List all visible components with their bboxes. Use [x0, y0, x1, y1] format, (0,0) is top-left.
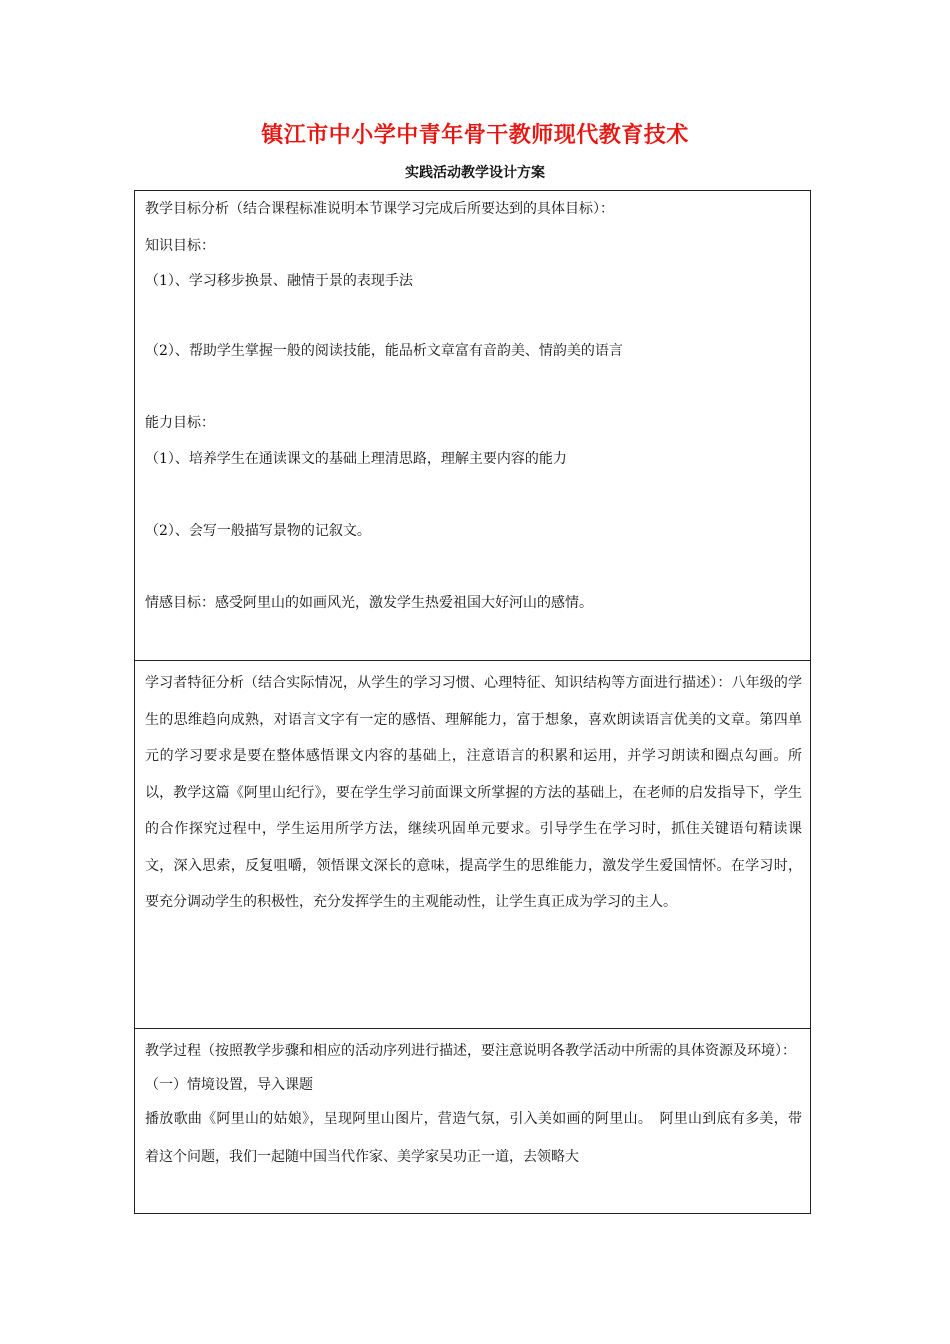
emotion-objective: 情感目标：感受阿里山的如画风光，激发学生热爱祖国大好河山的感情。: [145, 595, 593, 611]
learners-analysis: 学习者特征分析（结合实际情况，从学生的学习习惯、心理特征、知识结构等方面进行描述）：八年级的学生的思维趋向成熟，对语言文字有一定的感悟、理解能力，富于想象，喜欢朗读语言优美的文章。第四单元的学习要求是要在整体感悟课文内容的基础上，注意语言的积累和运用，并学习朗读和圈点勾画。所以，教学这篇《阿里山纪行》，要在学生学习前面课文所掌握的方法的基础上，在老师的启发指导下，学生的合作探究过程中，学生运用所学方法，继续巩固单元要求。引导学生在学习时，抓住关键语句精读课文，深入思索，反复咀嚼，领悟课文深长的意味，提高学生的思维能力，激发学生爱国情怀。在学习时，要充分调动学生的积极性，充分发挥学生的主观能动性，让学生真正成为学习的主人。: [145, 675, 802, 910]
page-title: 镇江市中小学中青年骨干教师现代教育技术: [261, 122, 689, 148]
objectives-heading: 教学目标分析（结合课程标准说明本节课学习完成后所要达到的具体目标）：: [145, 201, 614, 217]
ability-item-2: （2）、会写一般描写景物的记叙文。: [145, 523, 371, 539]
knowledge-item-2: （2）、帮助学生掌握一般的阅读技能，能品析文章富有音韵美、情韵美的语言: [145, 343, 623, 359]
step-1-text: 播放歌曲《阿里山的姑娘》，呈现阿里山图片，营造气氛，引入美如画的阿里山。 阿里山到底有多美，带着这个问题，我们一起随中国当代作家、美学家吴功正一道，去领略大: [145, 1110, 802, 1165]
ability-label: 能力目标：: [145, 415, 215, 431]
process-cell: [135, 1029, 810, 1213]
ability-item-1: （1）、培养学生在通读课文的基础上理清思路，理解主要内容的能力: [145, 451, 567, 467]
learners-cell: [135, 661, 810, 1029]
process-heading: 教学过程（按照教学步骤和相应的活动序列进行描述，要注意说明各教学活动中所需的具体资源及环境）：: [145, 1043, 796, 1059]
knowledge-item-1: （1）、学习移步换景、融情于景的表现手法: [145, 273, 413, 289]
step-1-title: （一）情境设置，导入课题: [145, 1076, 313, 1093]
page-subtitle: 实践活动教学设计方案: [405, 165, 545, 181]
objectives-cell: [135, 191, 810, 661]
knowledge-label: 知识目标：: [145, 238, 215, 254]
plan-table: [134, 190, 811, 1214]
